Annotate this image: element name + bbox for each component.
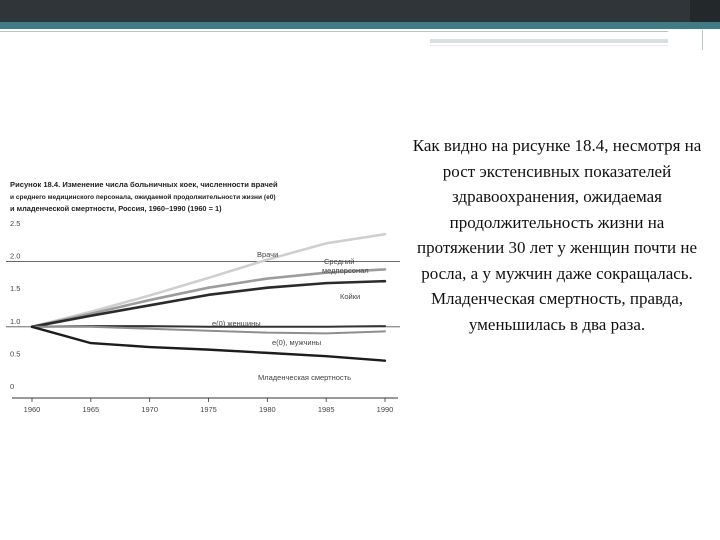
chart-title-line-3: и младенческой смертности, Россия, 1960–1990 (1960 = 1) xyxy=(10,204,222,213)
series-line-5 xyxy=(32,327,385,361)
slide-header-bar xyxy=(0,0,720,22)
x-tick-label-2: 1970 xyxy=(141,405,159,414)
x-tick-label-3: 1975 xyxy=(200,405,217,414)
series-label-e0-women: e(0) женщины xyxy=(212,319,261,328)
series-line-0 xyxy=(32,234,385,327)
y-tick-label-1: 0.5 xyxy=(10,349,21,359)
series-label-infant-mortality: Младенческая смертность xyxy=(258,373,351,382)
series-label-beds: Койки xyxy=(340,292,361,301)
divider-line xyxy=(0,31,668,32)
y-tick-label-3: 1.5 xyxy=(10,284,21,294)
x-tick-label-4: 1980 xyxy=(258,405,276,414)
y-tick-label-5: 2.5 xyxy=(10,219,21,228)
divider-vertical xyxy=(702,30,703,50)
x-tick-label-1: 1965 xyxy=(82,405,100,414)
figure-18-4-chart xyxy=(0,170,410,430)
series-label-nursing-line-1: Средний xyxy=(324,257,355,266)
series-lines xyxy=(32,234,385,360)
x-tick-label-0: 1960 xyxy=(23,405,41,414)
x-tick-label-6: 1990 xyxy=(376,405,394,414)
series-label-e0-men: e(0), мужчины xyxy=(272,338,322,347)
slide-accent-stripe xyxy=(0,22,720,29)
slide-body-text: Как видно на рисунке 18.4, несмотря на рост экстенсивных показателей здравоохранения, ожидаемая продолжительность жизни на протяжении 30 лет у женщин почти не росла, а у мужчин даже сокращалась. Младенческая смертность, правда, уменьшилась в два раза. xyxy=(412,136,702,334)
y-tick-label-0: 0 xyxy=(10,382,15,391)
y-axis-ticks xyxy=(10,219,20,391)
x-tick-label-5: 1985 xyxy=(317,405,335,414)
y-tick-label-4: 2.0 xyxy=(10,251,21,261)
chart-title-line-1: Рисунок 18.4. Изменение числа больничных коек, численности врачей xyxy=(10,180,278,189)
divider-line-thin xyxy=(430,45,668,46)
x-axis xyxy=(12,398,398,414)
divider-line-thick xyxy=(430,39,668,43)
slide-header-corner xyxy=(690,0,720,22)
series-label-doctors: Врачи xyxy=(257,250,279,259)
y-tick-label-2: 1.0 xyxy=(10,316,21,326)
series-label-nursing-line-2: медперсонал xyxy=(322,266,369,275)
chart-title-line-2: и среднего медицинского персонала, ожидаемой продолжительности жизни (e0) xyxy=(10,194,276,201)
